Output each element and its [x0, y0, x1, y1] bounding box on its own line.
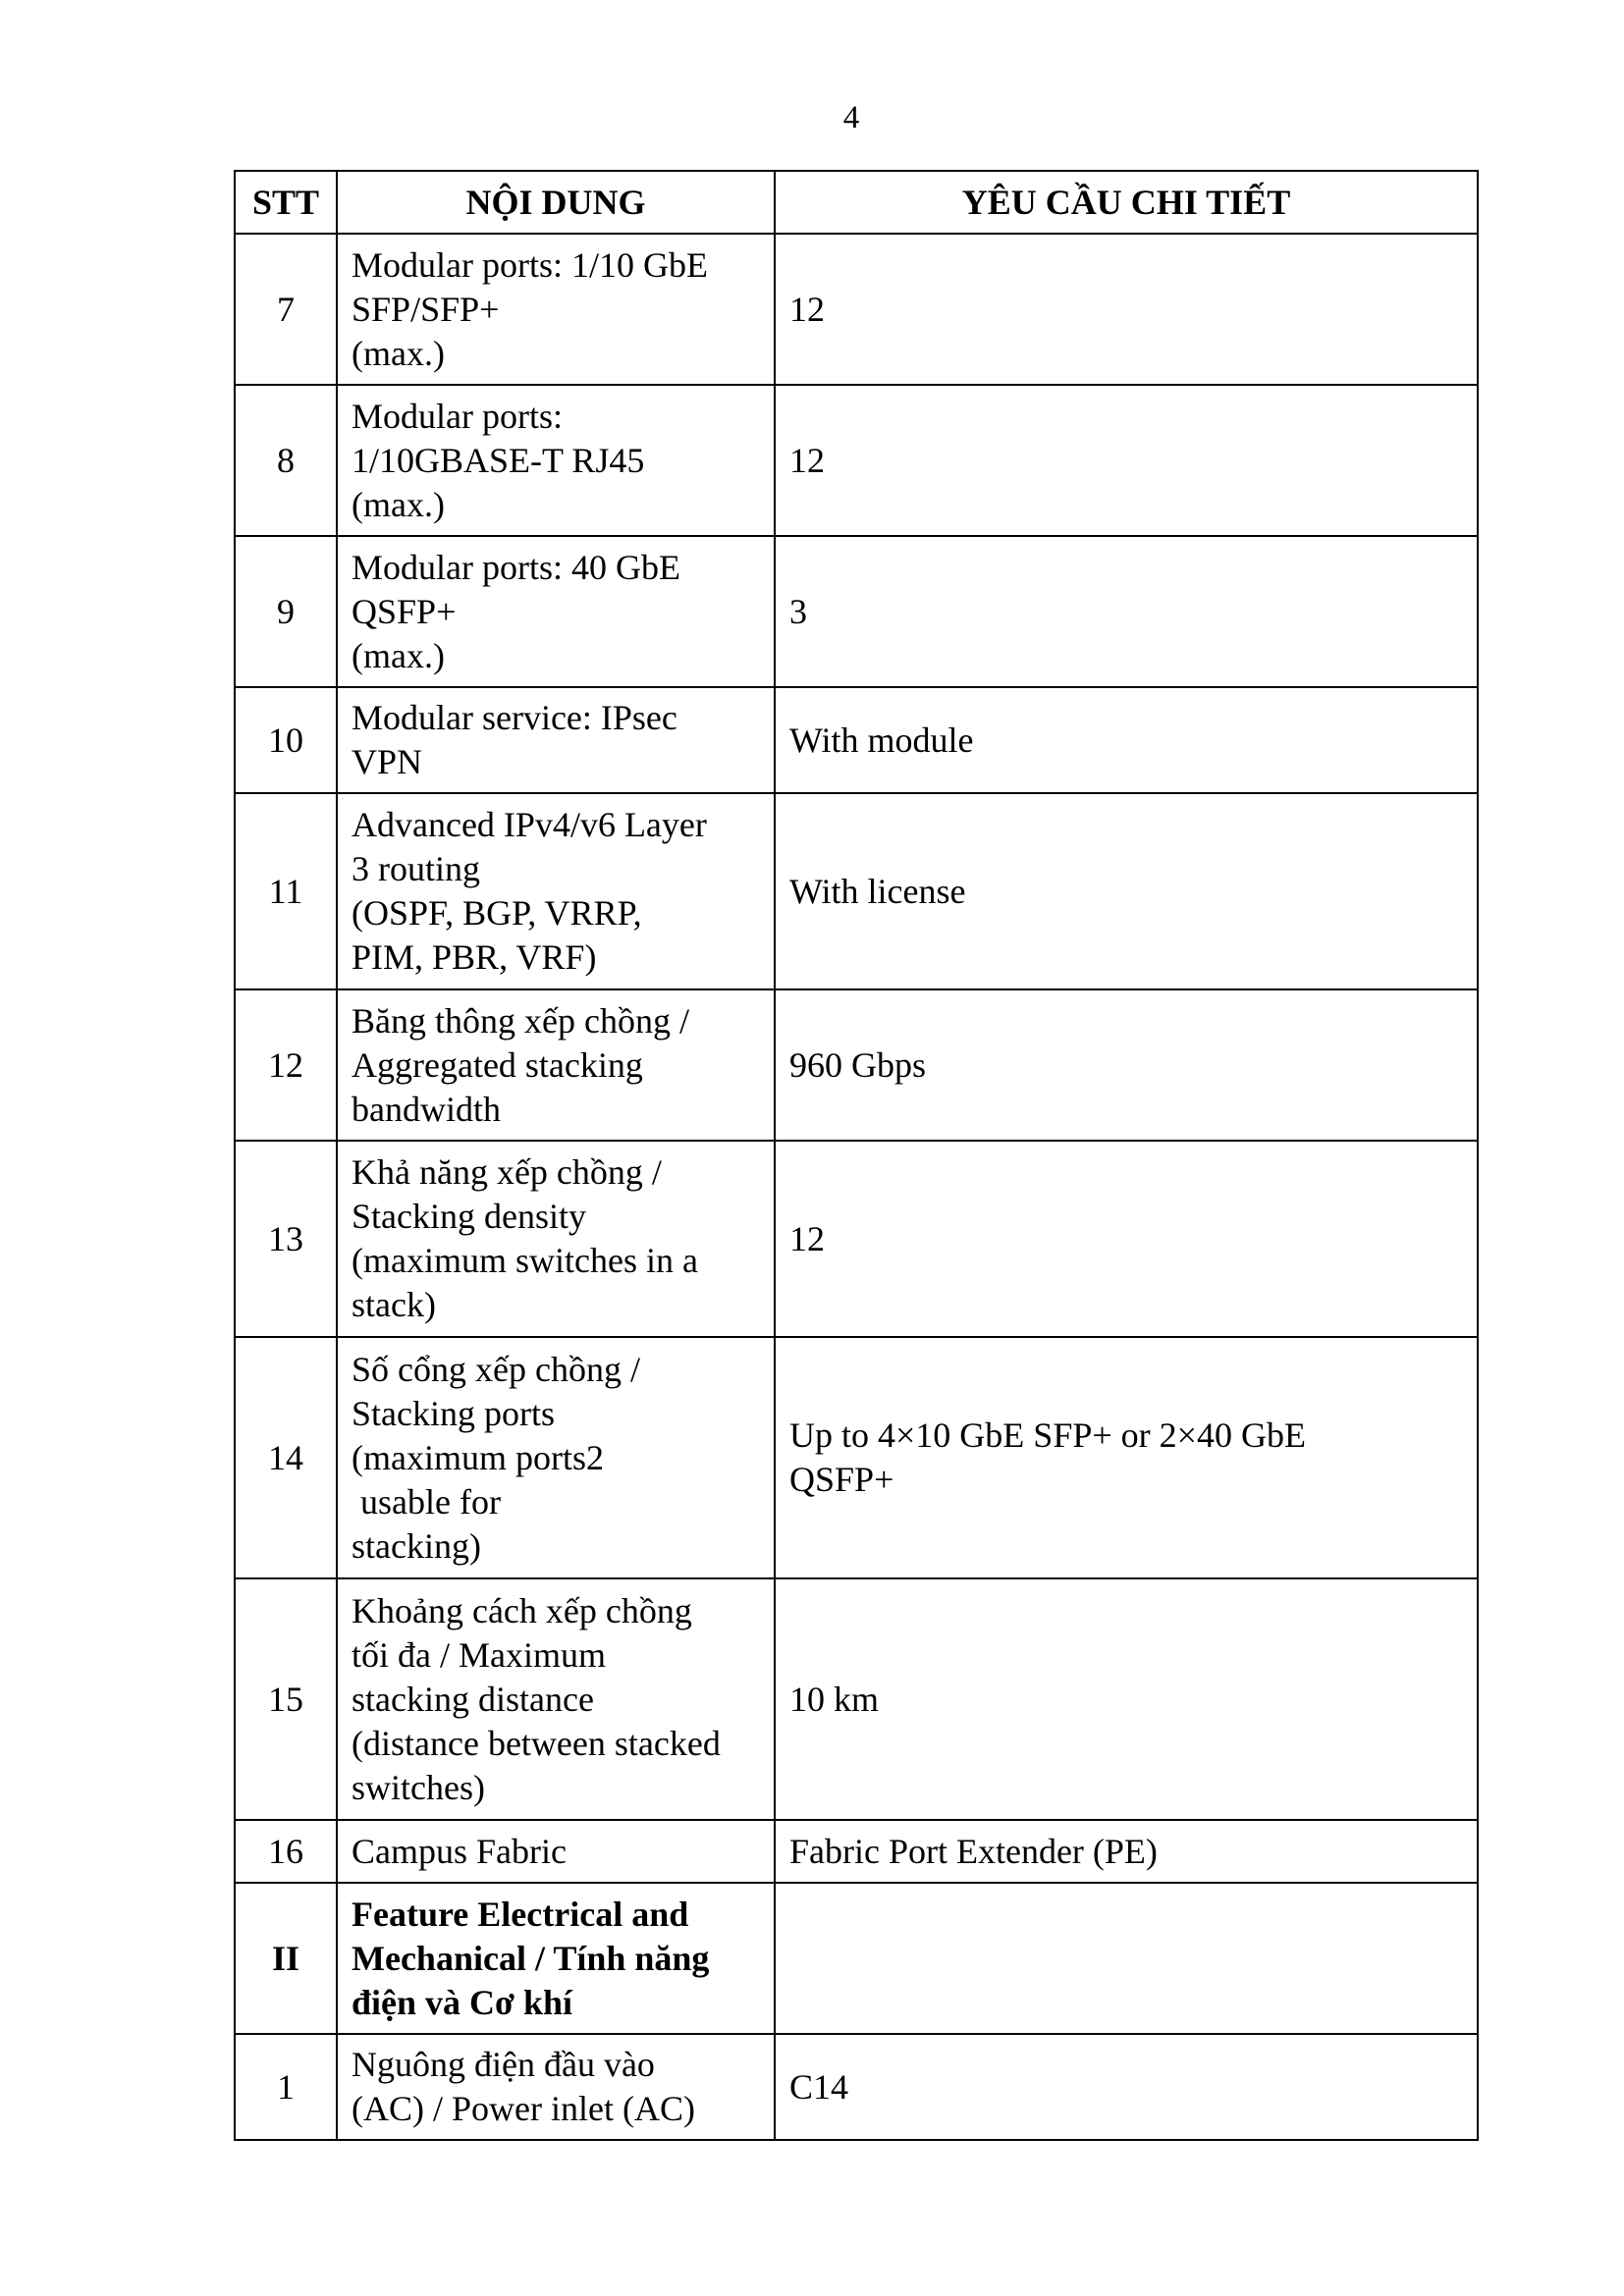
table-row — [235, 234, 1478, 385]
row-stt: 8 — [235, 385, 337, 536]
content-line: 1/10GBASE-T RJ45 — [352, 440, 645, 480]
table-row — [235, 1578, 1478, 1820]
table-row — [235, 793, 1478, 989]
row-stt: 1 — [235, 2034, 337, 2140]
row-stt: 14 — [235, 1337, 337, 1578]
row-stt: 15 — [235, 1578, 337, 1820]
row-content — [337, 2034, 775, 2140]
row-content — [337, 989, 775, 1141]
detail-line: 12 — [789, 440, 825, 480]
content-line: Số cổng xếp chồng / — [352, 1349, 640, 1389]
row-detail — [775, 1820, 1478, 1883]
detail-line: With module — [789, 720, 974, 760]
content-line: Modular ports: 1/10 GbE — [352, 244, 708, 285]
detail-line: C14 — [789, 2066, 849, 2107]
detail-line: 3 — [789, 591, 807, 631]
table-row — [235, 1337, 1478, 1578]
content-line: bandwidth — [352, 1089, 501, 1129]
content-line: (AC) / Power inlet (AC) — [352, 2089, 695, 2128]
content-line: (distance between stacked — [352, 1723, 721, 1763]
row-detail — [775, 234, 1478, 385]
table-row — [235, 687, 1478, 793]
content-line: Campus Fabric — [352, 1831, 567, 1871]
detail-line: 12 — [789, 289, 825, 329]
header-detail: YÊU CẦU CHI TIẾT — [775, 171, 1478, 234]
detail-line: 12 — [789, 1218, 825, 1258]
content-line: Mechanical / Tính năng — [352, 1938, 710, 1978]
row-content — [337, 793, 775, 989]
content-line: (OSPF, BGP, VRRP, — [352, 893, 642, 933]
content-line: Khả năng xếp chồng / — [352, 1152, 662, 1192]
content-line: Modular ports: — [352, 396, 563, 436]
content-line: usable for — [352, 1481, 501, 1522]
page-number: 4 — [842, 100, 860, 135]
content-line: SFP/SFP+ — [352, 289, 500, 329]
specification-table — [234, 170, 1479, 2141]
row-stt: 9 — [235, 536, 337, 687]
detail-line: Up to 4×10 GbE SFP+ or 2×40 GbE — [789, 1415, 1306, 1455]
content-line: Advanced IPv4/v6 Layer — [352, 805, 707, 844]
table-row — [235, 385, 1478, 536]
row-detail — [775, 1141, 1478, 1337]
detail-line: QSFP+ — [789, 1460, 894, 1499]
table-header-row — [235, 171, 1478, 234]
row-stt: II — [235, 1883, 337, 2034]
header-stt: STT — [235, 171, 337, 234]
row-stt: 12 — [235, 989, 337, 1141]
content-line: VPN — [352, 742, 423, 781]
row-stt: 7 — [235, 234, 337, 385]
row-content — [337, 536, 775, 687]
row-stt: 11 — [235, 793, 337, 989]
content-line: Aggregated stacking — [352, 1044, 643, 1085]
content-line: Băng thông xếp chồng / — [352, 1000, 689, 1041]
row-detail — [775, 687, 1478, 793]
content-line: (max.) — [352, 635, 445, 675]
row-content — [337, 1337, 775, 1578]
detail-line: 960 Gbps — [789, 1044, 927, 1085]
table-row — [235, 536, 1478, 687]
table-row — [235, 1141, 1478, 1337]
table-row — [235, 989, 1478, 1141]
content-line: 3 routing — [352, 849, 480, 888]
table-row — [235, 1820, 1478, 1883]
content-line: Stacking ports — [352, 1393, 555, 1433]
content-line: Khoảng cách xếp chồng — [352, 1590, 692, 1630]
detail-line: With license — [789, 871, 966, 911]
content-line: QSFP+ — [352, 591, 457, 631]
row-detail — [775, 2034, 1478, 2140]
content-line: stacking) — [352, 1525, 481, 1566]
row-detail — [775, 1578, 1478, 1820]
content-line: (max.) — [352, 333, 445, 373]
content-line: Modular ports: 40 GbE — [352, 547, 680, 587]
content-line: Modular service: IPsec — [352, 698, 677, 737]
table-body — [235, 234, 1478, 2140]
row-stt: 16 — [235, 1820, 337, 1883]
row-content — [337, 1578, 775, 1820]
row-detail — [775, 793, 1478, 989]
table-row — [235, 2034, 1478, 2140]
row-content — [337, 1141, 775, 1337]
content-line: (maximum switches in a — [352, 1241, 698, 1280]
content-line: điện và Cơ khí — [352, 1982, 572, 2022]
content-line: (max.) — [352, 484, 445, 524]
row-content — [337, 1820, 775, 1883]
row-content — [337, 385, 775, 536]
row-content — [337, 234, 775, 385]
header-content: NỘI DUNG — [337, 171, 775, 234]
content-line: switches) — [352, 1767, 485, 1807]
content-line: tối đa / Maximum — [352, 1634, 606, 1675]
content-line: stack) — [352, 1285, 436, 1324]
row-detail — [775, 536, 1478, 687]
detail-line: Fabric Port Extender (PE) — [789, 1831, 1158, 1871]
content-line: Stacking density — [352, 1197, 586, 1236]
content-line: PIM, PBR, VRF) — [352, 937, 597, 977]
row-detail — [775, 1337, 1478, 1578]
content-line: Feature Electrical and — [352, 1894, 689, 1934]
row-detail — [775, 1883, 1478, 2034]
content-line: stacking distance — [352, 1679, 594, 1719]
detail-line: 10 km — [789, 1679, 880, 1719]
row-stt: 13 — [235, 1141, 337, 1337]
row-stt: 10 — [235, 687, 337, 793]
row-content — [337, 1883, 775, 2034]
row-detail — [775, 989, 1478, 1141]
content-line: Nguông điện đầu vào — [352, 2045, 655, 2084]
table-section-row — [235, 1883, 1478, 2034]
row-detail — [775, 385, 1478, 536]
row-content — [337, 687, 775, 793]
content-line: (maximum ports2 — [352, 1437, 604, 1477]
